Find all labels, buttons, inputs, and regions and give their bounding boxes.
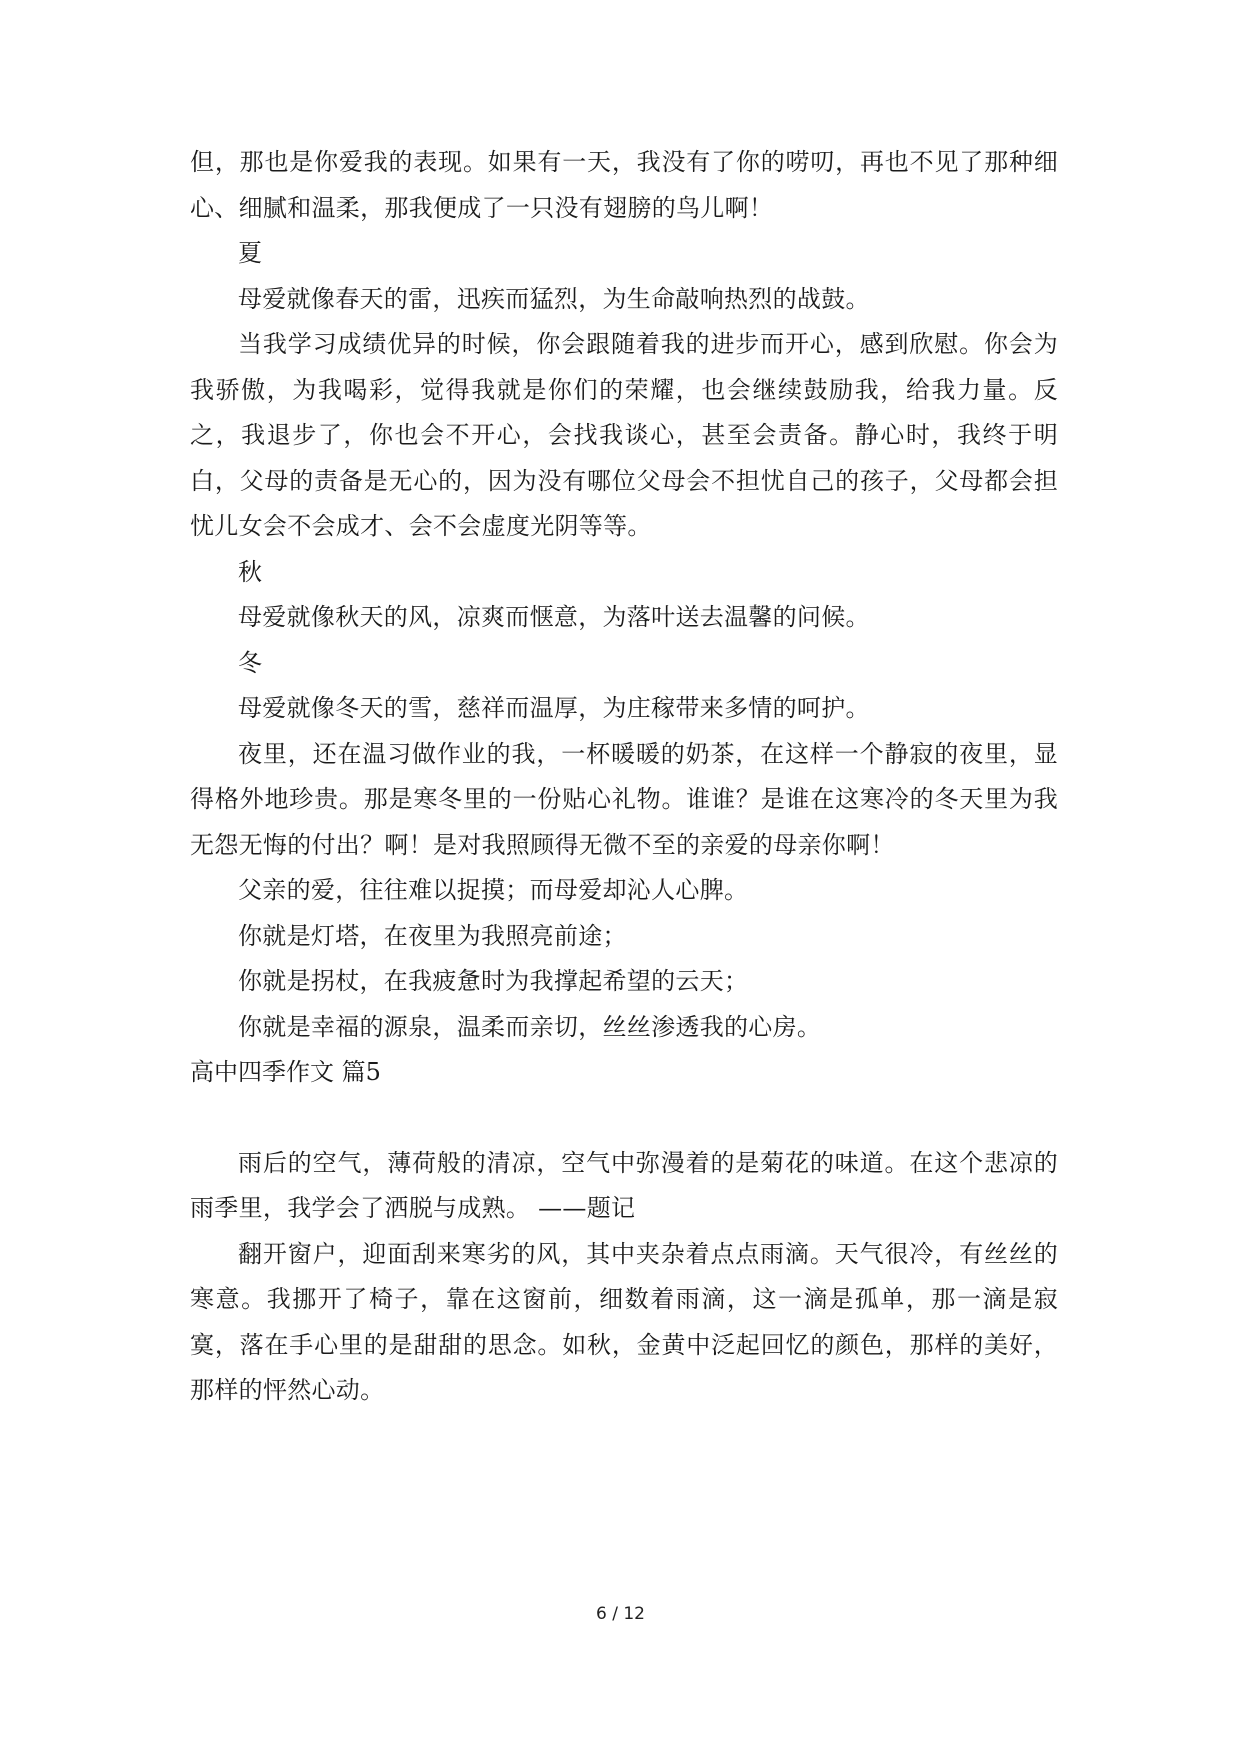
essay-section-5: [190, 1141, 1058, 1414]
document-body: [190, 140, 1058, 1414]
essay-continuation: [190, 140, 1058, 1050]
paragraph: 翻开窗户，迎面刮来寒劣的风，其中夹杂着点点雨滴。天气很冷，有丝丝的寒意。我挪开了椅子，靠在这窗前，细数着雨滴，这一滴是孤单，那一滴是寂寞，落在手心里的是甜甜的思念。如秋，金黄中泛起回忆的颜色，那样的美好，那样的怦然心动。: [190, 1239, 1058, 1404]
section-title: 高中四季作文 篇5: [190, 1058, 381, 1086]
paragraph: 夜里，还在温习做作业的我，一杯暖暖的奶茶，在这样一个静寂的夜里，显得格外地珍贵。那是寒冬里的一份贴心礼物。谁谁？是谁在这寒冷的冬天里为我无怨无悔的付出？啊！是对我照顾得无微不至的亲爱的母亲你啊！: [190, 739, 1058, 859]
paragraph: 你就是拐杖，在我疲惫时为我撑起希望的云天；: [238, 967, 749, 995]
paragraph: 但，那也是你爱我的表现。如果有一天，我没有了你的唠叨，再也不见了那种细心、细腻和温柔，那我便成了一只没有翅膀的鸟儿啊！: [190, 148, 1058, 222]
paragraph: 雨后的空气，薄荷般的清凉，空气中弥漫着的是菊花的味道。在这个悲凉的雨季里，我学会了洒脱与成熟。 ——题记: [190, 1148, 1058, 1222]
paragraph: 冬: [238, 648, 263, 677]
paragraph: 母爱就像春天的雷，迅疾而猛烈，为生命敲响热烈的战鼓。: [238, 284, 870, 313]
paragraph: 父亲的爱，往往难以捉摸；而母爱却沁人心脾。: [238, 876, 749, 904]
paragraph: 母爱就像冬天的雪，慈祥而温厚，为庄稼带来多情的呵护。: [238, 694, 870, 722]
paragraph: 你就是幸福的源泉，温柔而亲切，丝丝渗透我的心房。: [238, 1012, 822, 1041]
paragraph: 你就是灯塔，在夜里为我照亮前途；: [238, 921, 627, 950]
paragraph: 当我学习成绩优异的时候，你会跟随着我的进步而开心，感到欣慰。你会为我骄傲，为我喝彩，觉得我就是你们的荣耀，也会继续鼓励我，给我力量。反之，我退步了，你也会不开心，会找我谈心，甚至会责备。静心时，我终于明白，父母的责备是无心的，因为没有哪位父母会不担忧自己的孩子，父母都会担忧儿女会不会成才、会不会虚度光阴等等。: [190, 330, 1058, 540]
section-spacer: [190, 1096, 1058, 1141]
paragraph: 秋: [238, 557, 263, 586]
page-number: 6 / 12: [596, 1604, 645, 1624]
paragraph: 夏: [238, 239, 263, 267]
paragraph: 母爱就像秋天的风，凉爽而惬意，为落叶送去温馨的问候。: [238, 603, 870, 631]
